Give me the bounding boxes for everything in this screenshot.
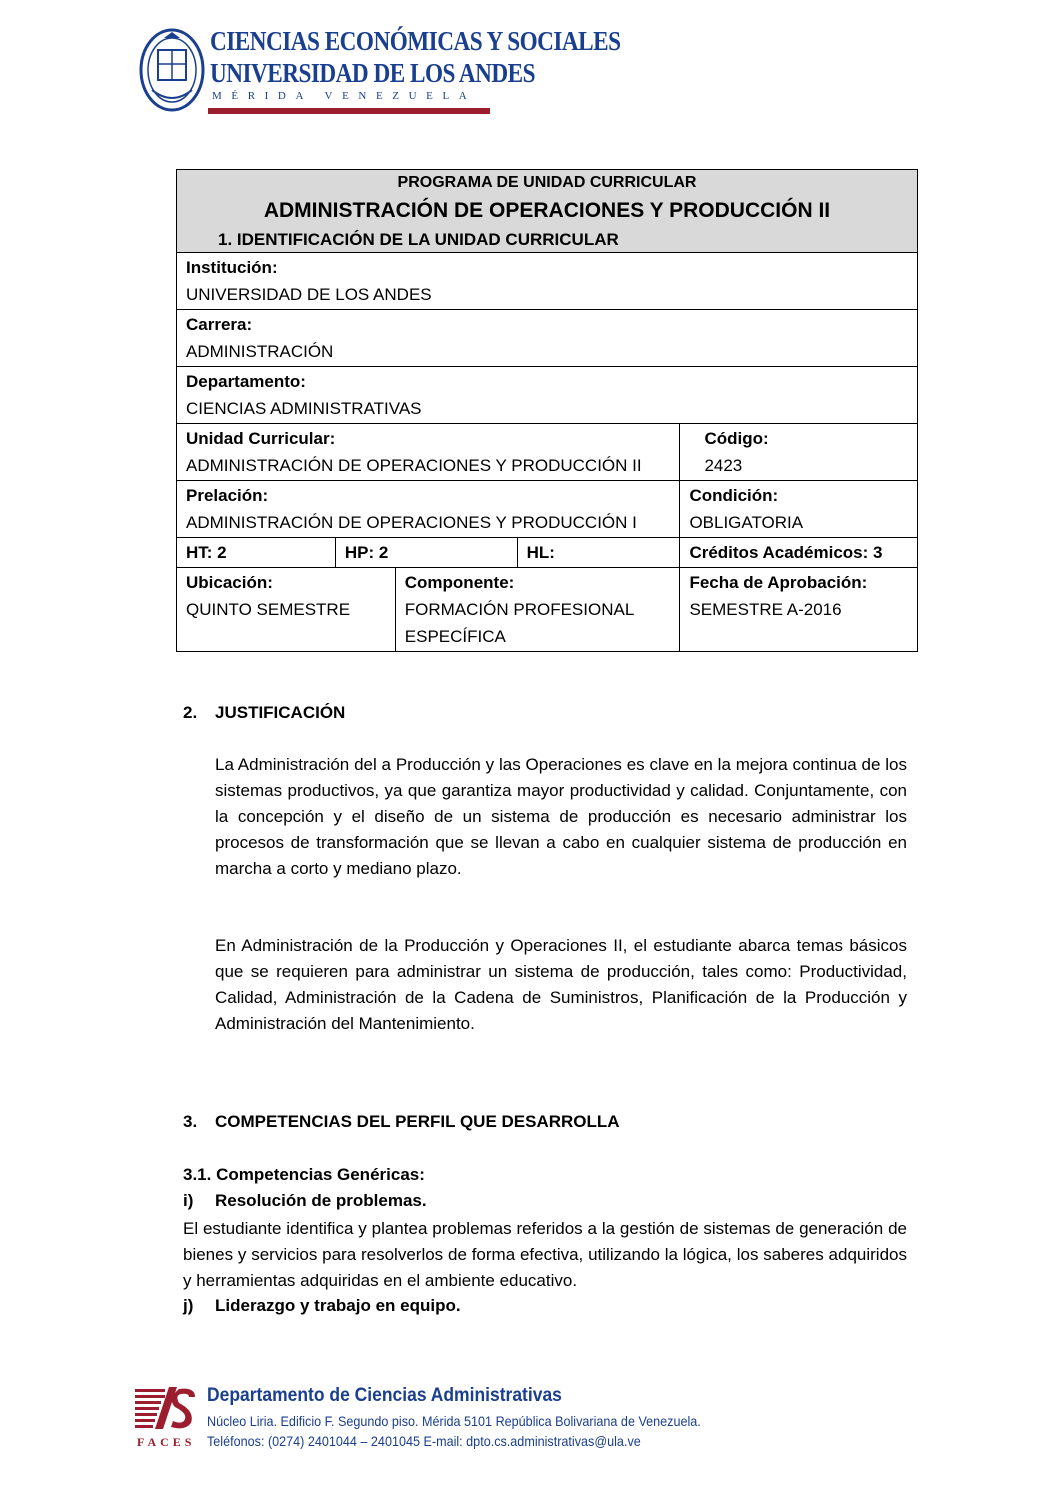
- competency-j-title: Liderazgo y trabajo en equipo.: [215, 1296, 461, 1315]
- section-2-heading: [183, 703, 345, 723]
- ubicacion-label: Ubicación:: [186, 573, 273, 592]
- competency-j-heading: [183, 1296, 461, 1316]
- institucion-value: UNIVERSIDAD DE LOS ANDES: [186, 285, 432, 304]
- prelacion-label: Prelación:: [186, 486, 269, 505]
- university-seal-icon: [138, 24, 206, 114]
- table-row: [177, 568, 918, 652]
- faculty-name: CIENCIAS ECONÓMICAS Y SOCIALES: [210, 26, 621, 56]
- competency-i-heading: [183, 1191, 427, 1211]
- section-2-title: JUSTIFICACIÓN: [215, 703, 346, 722]
- departamento-value: CIENCIAS ADMINISTRATIVAS: [186, 399, 422, 418]
- fecha-label: Fecha de Aprobación:: [689, 573, 868, 592]
- footer-contact: Teléfonos: (0274) 2401044 – 2401045 E-mail: dpto.cs.administrativas@ula.ve: [207, 1433, 641, 1449]
- carrera-label: Carrera:: [186, 315, 253, 334]
- department-footer: [135, 1385, 735, 1455]
- header-divider: [208, 108, 490, 114]
- ht-cell: HT: 2: [177, 538, 336, 568]
- justification-paragraph-2: En Administración de la Producción y Operaciones II, el estudiante abarca temas básicos que se requieren para administrar un sistema de producción, tales como: Productividad, Calidad, Administración de la Cadena de Suministros, Planificación de la Producción y Administración del Mantenimiento.: [215, 936, 907, 1033]
- curricular-unit-table: [176, 169, 918, 652]
- competency-j-number: j): [183, 1296, 194, 1315]
- section-3-number: 3.: [183, 1112, 198, 1131]
- codigo-label: Código:: [704, 429, 769, 448]
- competency-i-title: Resolución de problemas.: [215, 1191, 427, 1210]
- university-name: UNIVERSIDAD DE LOS ANDES: [210, 58, 536, 88]
- unidad-label: Unidad Curricular:: [186, 429, 336, 448]
- condicion-label: Condición:: [689, 486, 779, 505]
- componente-label: Componente:: [404, 573, 515, 592]
- competency-i-number: i): [183, 1191, 194, 1210]
- section-3-title: COMPETENCIAS DEL PERFIL QUE DESARROLLA: [215, 1112, 620, 1131]
- hp-cell: HP: 2: [335, 538, 517, 568]
- program-label: PROGRAMA DE UNIDAD CURRICULAR: [397, 174, 697, 191]
- fecha-value: SEMESTRE A-2016: [689, 600, 842, 619]
- justification-paragraph-1: La Administración del a Producción y las Operaciones es clave en la mejora continua de los sistemas productivos, ya que garantiza mayor productividad y calidad. Conjuntamente, con la concepción y el diseño de un sistema de producción es necesario administrar los procesos de transformación que se llevan a cabo en cualquier sistema de producción en marcha a corto y mediano plazo.: [215, 755, 907, 878]
- competency-i-text: El estudiante identifica y plantea problemas referidos a la gestión de sistemas de generación de bienes y servicios para resolverlos de forma efectiva, utilizando la lógica, los saberes adquiridos y herramientas adquiridas en el ambiente educativo.: [183, 1219, 907, 1290]
- location-name: MÉRIDA VENEZUELA: [212, 90, 477, 102]
- section-3-heading: [183, 1112, 620, 1132]
- table-row: [177, 253, 918, 310]
- ubicacion-value: QUINTO SEMESTRE: [186, 600, 351, 619]
- table-row: [177, 538, 918, 568]
- table-row: [177, 367, 918, 424]
- institucion-label: Institución:: [186, 258, 278, 277]
- unidad-value: ADMINISTRACIÓN DE OPERACIONES Y PRODUCCIÓN II: [186, 456, 642, 475]
- course-title: ADMINISTRACIÓN DE OPERACIONES Y PRODUCCIÓN II: [263, 199, 831, 222]
- departamento-label: Departamento:: [186, 372, 306, 391]
- creditos-cell: Créditos Académicos: 3: [680, 538, 918, 568]
- table-row: [177, 310, 918, 367]
- prelacion-value: ADMINISTRACIÓN DE OPERACIONES Y PRODUCCIÓN I: [186, 513, 637, 532]
- hl-cell: HL:: [517, 538, 680, 568]
- faces-logo-text: FACES: [137, 1435, 196, 1449]
- carrera-value: ADMINISTRACIÓN: [186, 342, 334, 361]
- table-title-row: [177, 170, 918, 253]
- codigo-value: 2423: [704, 456, 743, 475]
- section-1-heading: 1. IDENTIFICACIÓN DE LA UNIDAD CURRICULAR: [218, 230, 619, 249]
- section-2-number: 2.: [183, 703, 198, 722]
- table-row: [177, 481, 918, 538]
- footer-address: Núcleo Liria. Edificio F. Segundo piso. Mérida 5101 República Bolivariana de Venezuela.: [207, 1413, 701, 1429]
- footer-department: Departamento de Ciencias Administrativas: [207, 1385, 562, 1406]
- university-header: [138, 22, 621, 117]
- table-row: [177, 424, 918, 481]
- condicion-value: OBLIGATORIA: [689, 513, 804, 532]
- componente-value: FORMACIÓN PROFESIONAL ESPECÍFICA: [404, 600, 634, 646]
- generic-competencies-heading: 3.1. Competencias Genéricas:: [183, 1165, 425, 1184]
